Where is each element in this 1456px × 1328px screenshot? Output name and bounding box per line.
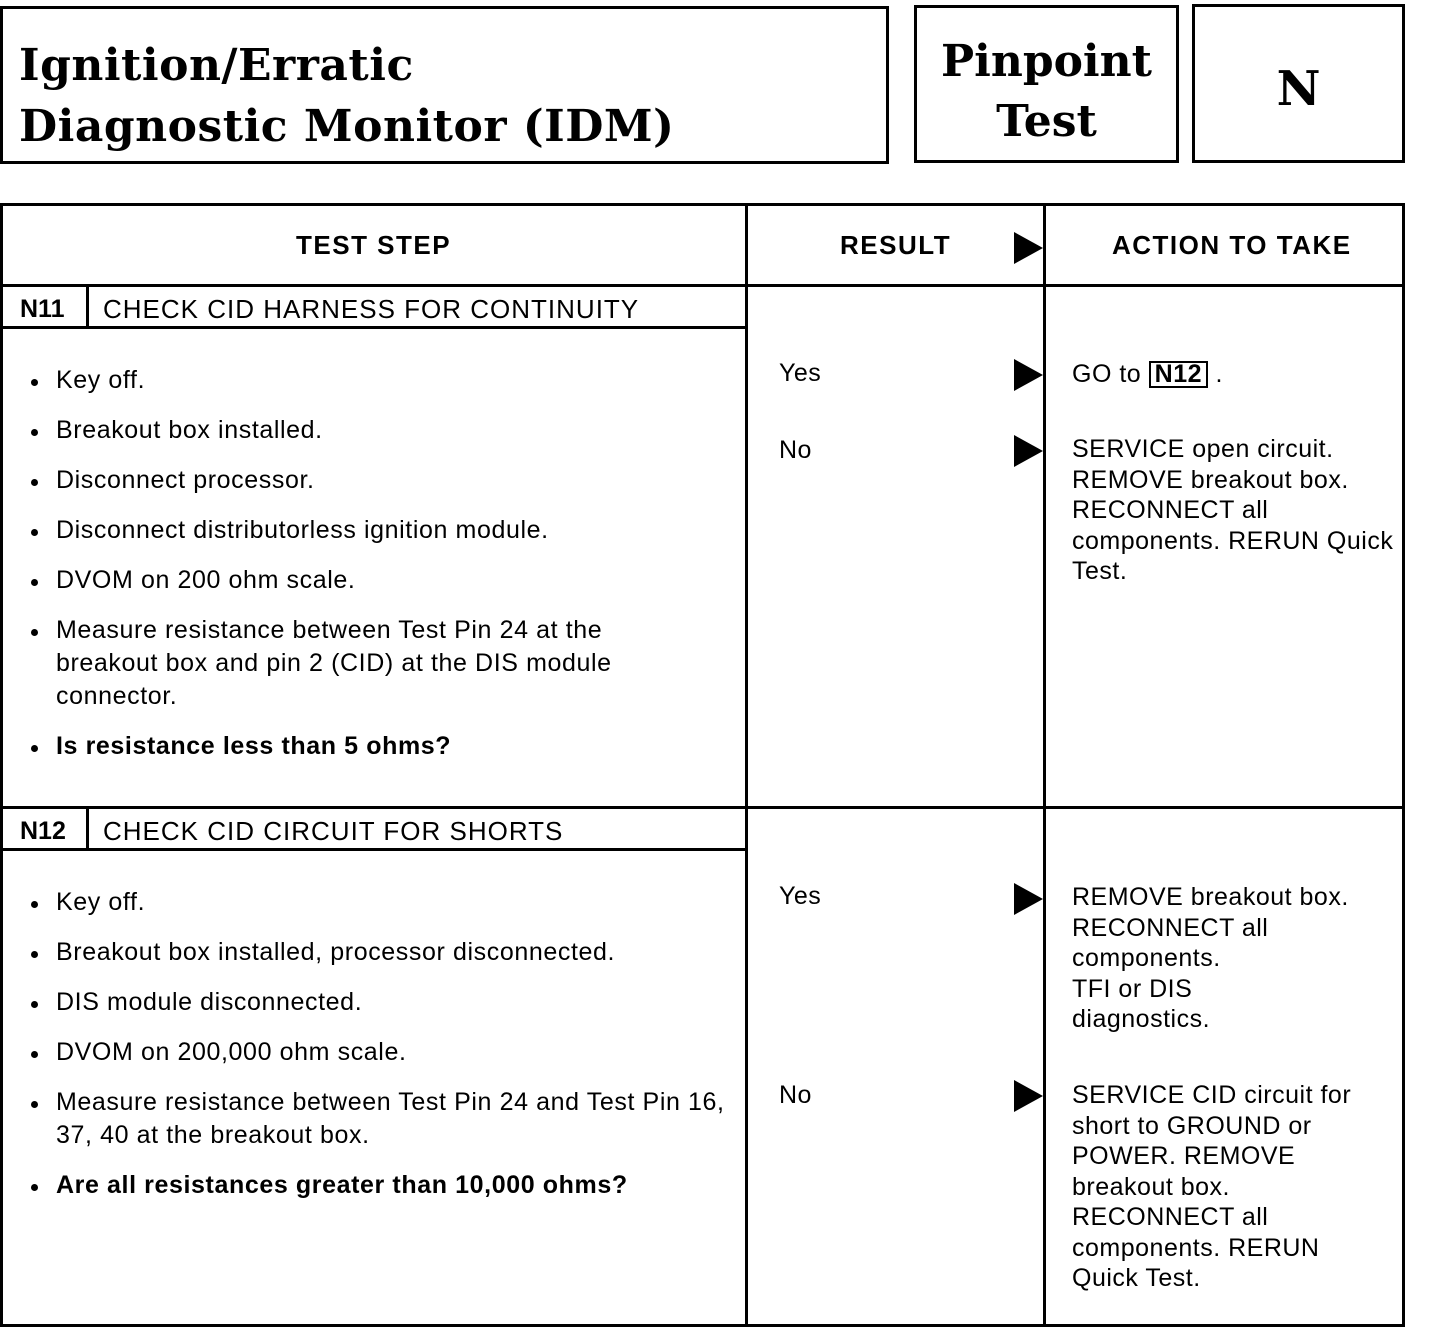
action-text: GO to [1072,360,1142,388]
arrow-icon [1014,359,1043,391]
step-id-n12: N12 [20,817,66,845]
arrow-icon [1014,883,1043,915]
title-line-1: Ignition/Erratic [19,40,414,91]
test-letter: N [1276,61,1321,117]
step-question: Is resistance less than 5 ohms? [28,730,728,763]
column-header-test-step: TEST STEP [296,230,452,260]
n11-title-underline [0,326,748,329]
title-line-2: Diagnostic Monitor (IDM) [19,101,675,152]
list-item: Disconnect processor. [28,464,728,497]
list-item: Disconnect distributorless ignition module. [28,514,728,547]
step-n12-bullets [28,886,728,1202]
header-row-divider [0,284,1405,287]
n11-id-divider [86,287,89,327]
title-box [0,6,889,164]
list-item: DIS module disconnected. [28,986,728,1019]
step-row-divider [0,806,1405,809]
action-yes-n11 [1072,359,1394,390]
test-label: Test [996,96,1097,147]
step-id-n11: N11 [20,295,65,323]
step-reference-n12[interactable]: N12 [1149,361,1208,388]
list-item: Key off. [28,364,728,397]
action-text: REMOVE breakout box. RECONNECT all components. [1072,883,1349,972]
action-yes-n12 [1072,882,1394,1035]
list-item: Breakout box installed. [28,414,728,447]
list-item: DVOM on 200,000 ohm scale. [28,1036,728,1069]
header-arrow-icon [1014,232,1043,264]
list-item: Key off. [28,886,728,919]
arrow-icon [1014,1080,1043,1112]
n12-id-divider [86,809,89,849]
action-extra-text: TFI or DIS diagnostics. [1072,974,1211,1033]
step-n11-bullets [28,364,728,763]
pinpoint-test-box [914,5,1179,163]
column-divider-result [745,203,748,1327]
list-item: DVOM on 200 ohm scale. [28,564,728,597]
action-no-n11: SERVICE open circuit. REMOVE breakout box. RECONNECT all components. RERUN Quick Test. [1072,435,1394,585]
result-no-n11: No [779,436,812,464]
result-no-n12: No [779,1081,812,1109]
step-question: Are all resistances greater than 10,000 ohms? [28,1169,728,1202]
step-title-n12: CHECK CID CIRCUIT FOR SHORTS [103,816,564,846]
step-title-n11: CHECK CID HARNESS FOR CONTINUITY [103,294,640,324]
column-divider-action [1043,203,1046,1327]
action-no-n12: SERVICE CID circuit for short to GROUND or POWER. REMOVE breakout box. RECONNECT all components. RERUN Quick Test. [1072,1081,1352,1292]
pinpoint-label: Pinpoint [941,36,1152,87]
n12-title-underline [0,848,748,851]
test-letter-box [1192,4,1405,163]
column-header-result: RESULT [840,230,952,260]
column-header-action: ACTION TO TAKE [1112,230,1352,260]
list-item: Breakout box installed, processor disconnected. [28,936,728,969]
result-yes-n12: Yes [779,882,822,910]
action-suffix: . [1215,360,1223,388]
page-title [19,35,674,157]
arrow-icon [1014,435,1043,467]
list-item: Measure resistance between Test Pin 24 at the breakout box and pin 2 (CID) at the DIS module connector. [28,614,696,713]
result-yes-n11: Yes [779,359,822,387]
list-item: Measure resistance between Test Pin 24 and Test Pin 16, 37, 40 at the breakout box. [28,1086,728,1152]
